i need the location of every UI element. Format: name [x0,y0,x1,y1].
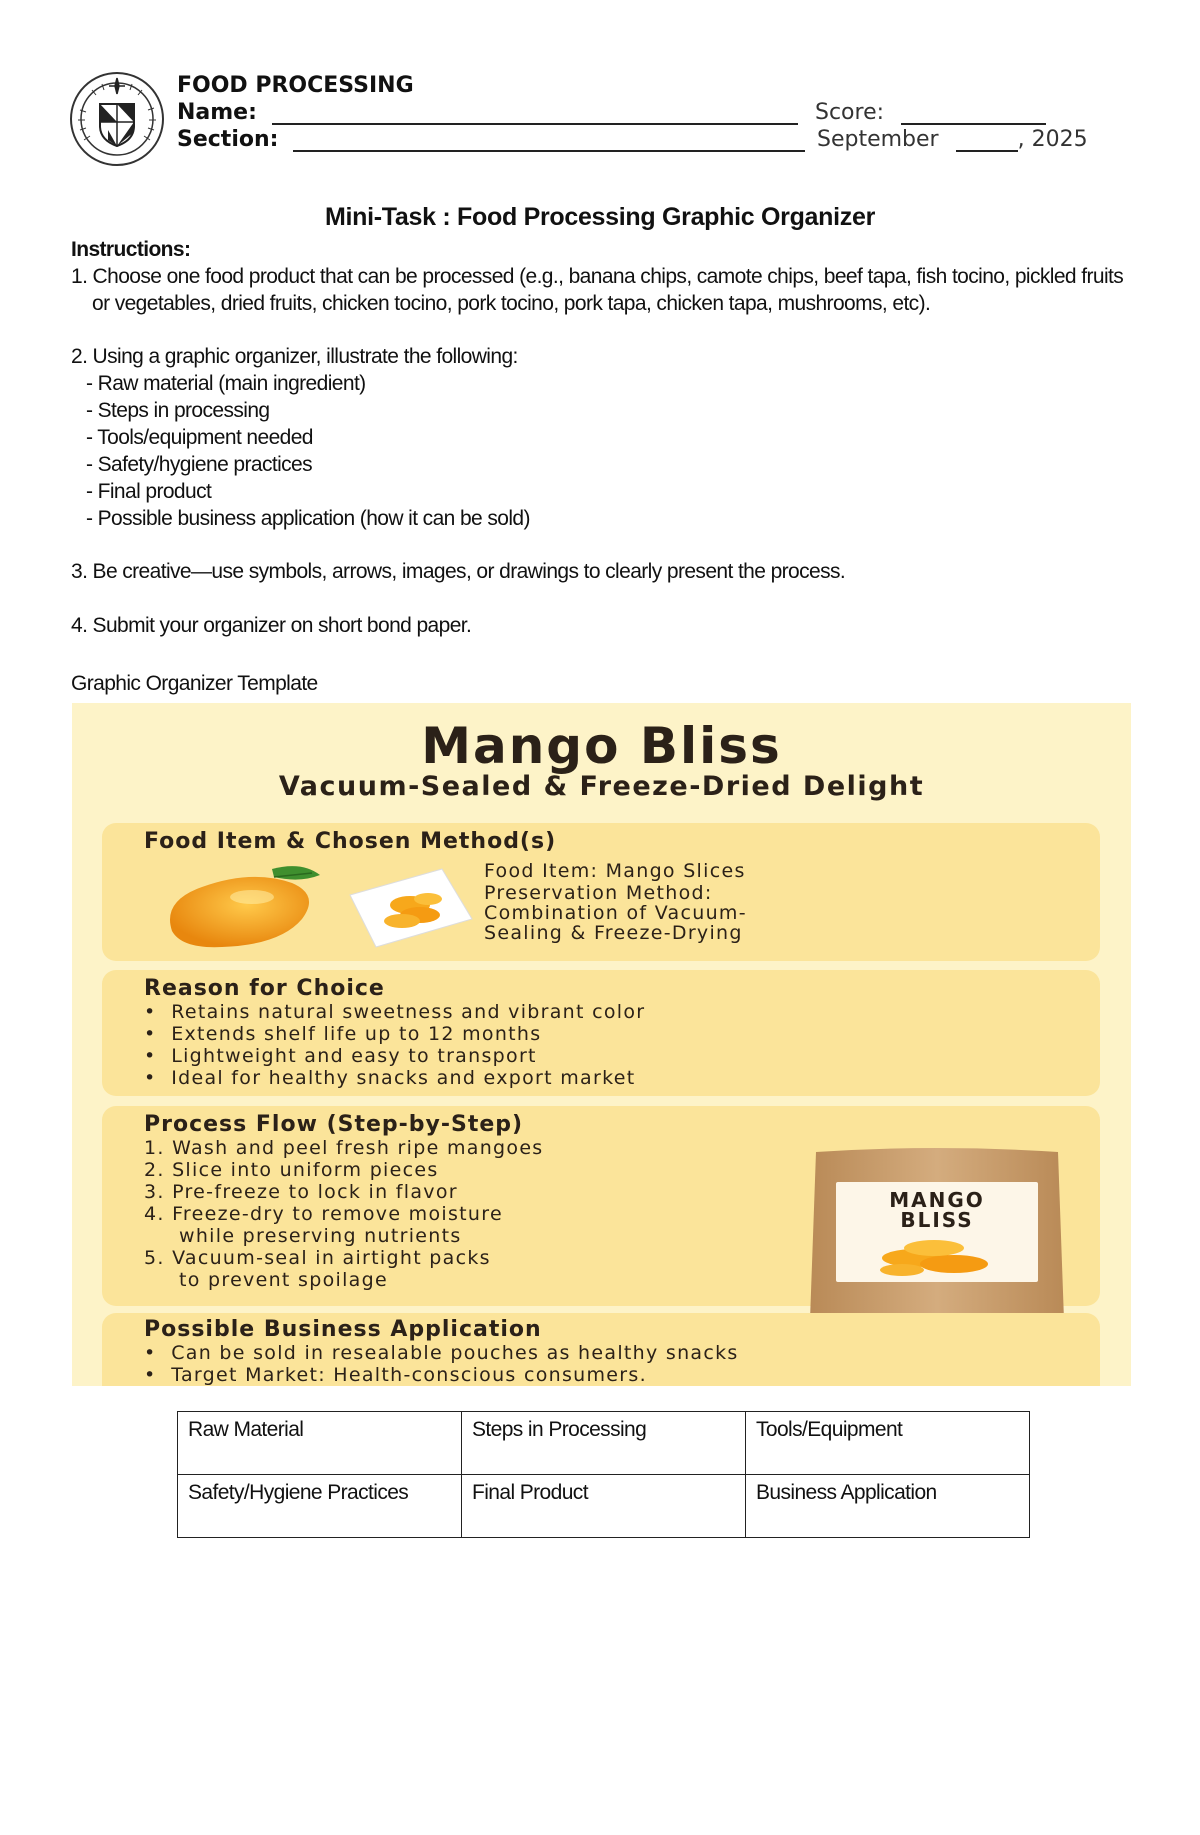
pouch-label-line-2: BLISS [900,1208,974,1232]
business-application-panel [102,1313,1100,1386]
food-item-detail-line: Preservation Method: [484,882,713,904]
instruction-2-item: - Final product [86,480,212,503]
reason-bullet: • Ideal for healthy snacks and export market [144,1067,636,1089]
process-step-line: 3. Pre-freeze to lock in flavor [144,1181,458,1203]
date-day-blank[interactable] [956,130,1018,152]
reason-bullet: • Extends shelf life up to 12 months [144,1023,542,1045]
instruction-2-item: - Safety/hygiene practices [86,453,313,476]
instruction-2-intro: 2. Using a graphic organizer, illustrate the following: [71,345,518,368]
reason-bullet: • Lightweight and easy to transport [144,1045,537,1067]
template-label: Graphic Organizer Template [71,672,318,695]
score-blank[interactable] [901,103,1046,125]
business-bullet: • Can be sold in resealable pouches as healthy snacks [144,1342,739,1364]
instructions-label: Instructions: [71,238,191,261]
reason-heading: Reason for Choice [144,976,385,1001]
name-blank[interactable] [272,103,798,125]
process-heading: Process Flow (Step-by-Step) [144,1112,524,1137]
name-label: Name: [177,100,257,125]
instruction-2-item: - Tools/equipment needed [86,426,313,449]
section-label: Section: [177,127,279,152]
subject-title: FOOD PROCESSING [177,73,414,98]
food-item-detail-line: Food Item: Mango Slices [484,860,746,882]
food-item-detail-line: Sealing & Freeze-Drying [484,922,743,944]
table-cell-tools-equipment[interactable]: Tools/Equipment [746,1412,1030,1475]
section-blank[interactable] [293,130,805,152]
process-step-line: to prevent spoilage [179,1269,388,1291]
process-step-line: 1. Wash and peel fresh ripe mangoes [144,1137,544,1159]
table-row [178,1475,1030,1538]
process-step-line: 5. Vacuum-seal in airtight packs [144,1247,491,1269]
food-item-panel [102,823,1100,961]
mango-bliss-infographic [72,703,1131,1386]
reason-bullet: • Retains natural sweetness and vibrant color [144,1001,646,1023]
instruction-3: 3. Be creative—use symbols, arrows, images, or drawings to clearly present the process. [71,560,846,583]
business-bullet: • Target Market: Health-conscious consumers. [144,1364,647,1386]
school-seal-logo [68,70,166,168]
score-row [815,100,1046,125]
table-cell-business-application[interactable]: Business Application [746,1475,1030,1538]
organizer-summary-table [177,1411,1030,1538]
reason-panel [102,970,1100,1096]
mango-icon [162,861,322,951]
food-item-heading: Food Item & Chosen Method(s) [144,829,557,854]
name-row [177,100,798,125]
business-heading: Possible Business Application [144,1317,542,1342]
table-cell-safety-hygiene[interactable]: Safety/Hygiene Practices [178,1475,462,1538]
pouch-label-line-1: MANGO [889,1188,985,1212]
instruction-1-line-2: or vegetables, dried fruits, chicken tocino, pork tocino, pork tapa, chicken tapa, mushrooms, etc). [92,292,931,315]
infographic-title: Mango Bliss [421,717,782,775]
date-row [817,127,1088,152]
process-step-line: while preserving nutrients [179,1225,462,1247]
instruction-2-item: - Raw material (main ingredient) [86,372,366,395]
date-year: , 2025 [1017,127,1088,152]
table-cell-steps-in-processing[interactable]: Steps in Processing [462,1412,746,1475]
instruction-4: 4. Submit your organizer on short bond paper. [71,614,472,637]
process-step-line: 4. Freeze-dry to remove moisture [144,1203,503,1225]
date-month: September [817,127,939,152]
table-cell-final-product[interactable]: Final Product [462,1475,746,1538]
mango-slices-plate-icon [346,865,476,950]
task-title: Mini-Task : Food Processing Graphic Organizer [324,203,876,231]
process-step-line: 2. Slice into uniform pieces [144,1159,439,1181]
section-row [177,127,805,152]
table-row [178,1412,1030,1475]
instruction-1-line-1: 1. Choose one food product that can be processed (e.g., banana chips, camote chips, beef tapa, fish tocino, pickled fruits [71,265,1124,288]
instruction-2-item: - Possible business application (how it can be sold) [86,507,530,530]
table-cell-raw-material[interactable]: Raw Material [178,1412,462,1475]
instruction-2-item: - Steps in processing [86,399,270,422]
score-label: Score: [815,100,885,125]
food-item-detail-line: Combination of Vacuum- [484,902,747,924]
mango-bliss-pouch-image [806,1146,1068,1326]
infographic-subtitle: Vacuum-Sealed & Freeze-Dried Delight [278,771,925,802]
